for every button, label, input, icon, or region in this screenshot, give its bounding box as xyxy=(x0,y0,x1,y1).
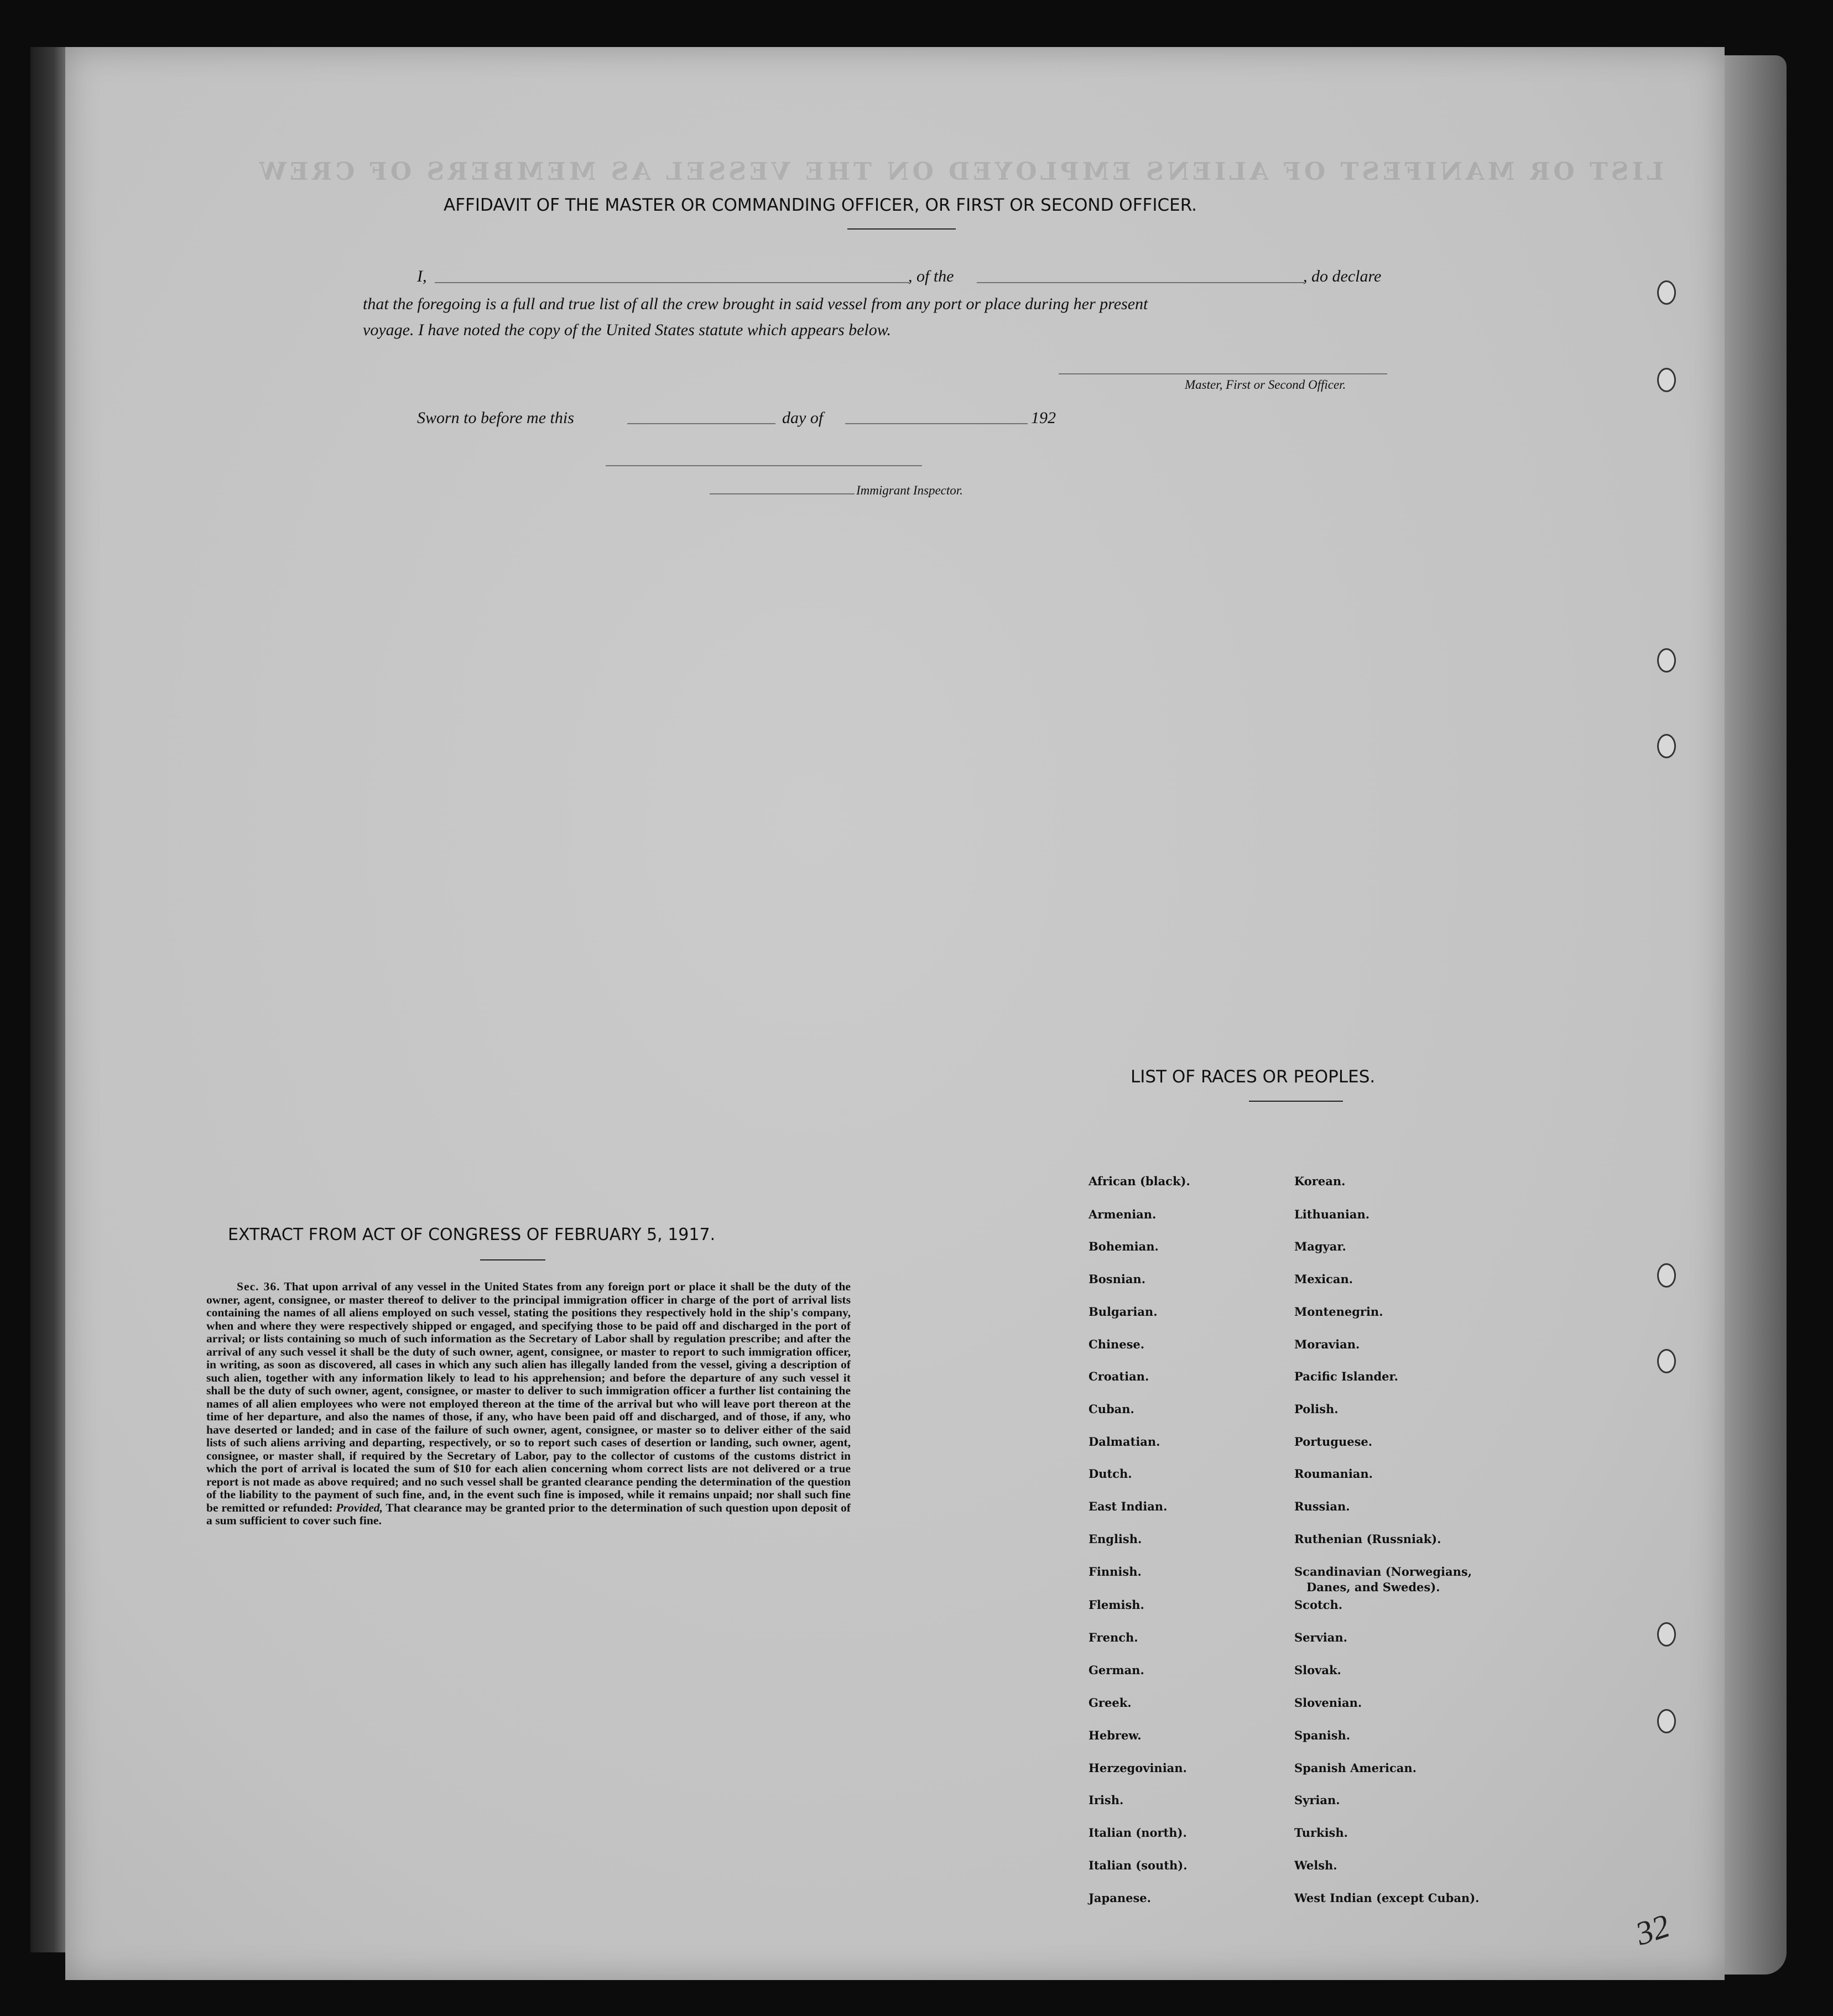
race-item: Mexican. xyxy=(1294,1272,1353,1286)
race-item: Slovak. xyxy=(1294,1663,1341,1677)
race-item: Korean. xyxy=(1294,1174,1346,1188)
inspector-signature-line xyxy=(606,465,922,466)
proviso-label: Provided, xyxy=(336,1501,383,1514)
affidavit-line-3: voyage. I have noted the copy of the United States statute which appears below. xyxy=(363,321,892,339)
race-item: Syrian. xyxy=(1294,1793,1340,1807)
signature-caption: Master, First or Second Officer. xyxy=(1185,378,1346,392)
race-item: Hebrew. xyxy=(1089,1728,1142,1742)
race-item: Slovenian. xyxy=(1294,1696,1362,1710)
race-item: Welsh. xyxy=(1294,1858,1337,1872)
inspector-short-line xyxy=(710,493,855,494)
section-label: Sec. 36. xyxy=(237,1280,280,1293)
race-item: East Indian. xyxy=(1089,1499,1168,1513)
race-item: Ruthenian (Russniak). xyxy=(1294,1532,1441,1546)
race-item: Magyar. xyxy=(1294,1239,1346,1253)
race-item: Italian (north). xyxy=(1089,1826,1187,1840)
binder-hole xyxy=(1657,368,1676,392)
sworn-month-blank xyxy=(845,423,1028,424)
race-item: Turkish. xyxy=(1294,1826,1348,1840)
sworn-day-of: day of xyxy=(782,409,824,427)
race-item: Dalmatian. xyxy=(1089,1435,1160,1449)
bleed-through-title: LIST OR MANIFEST OF ALIENS EMPLOYED ON THE VESSEL AS MEMBERS OF CREW xyxy=(256,158,1664,186)
binder-hole xyxy=(1657,1709,1676,1733)
race-item: Spanish American. xyxy=(1294,1761,1417,1775)
master-name-blank xyxy=(435,282,909,283)
race-item: German. xyxy=(1089,1663,1144,1677)
binder-hole xyxy=(1657,1263,1676,1288)
affidavit-title: AFFIDAVIT OF THE MASTER OR COMMANDING OFFICER, OR FIRST OR SECOND OFFICER. xyxy=(444,195,1197,215)
extract-text-part-2: That clearance may be granted prior to the determination of such question upon deposit of a sum sufficient to cover such fine. xyxy=(206,1501,851,1527)
vessel-name-blank xyxy=(977,282,1304,283)
race-item: Armenian. xyxy=(1089,1207,1157,1221)
inspector-caption: Immigrant Inspector. xyxy=(856,483,963,497)
race-item: Scotch. xyxy=(1294,1598,1343,1612)
race-item: Japanese. xyxy=(1089,1891,1151,1905)
races-title-rule xyxy=(1249,1101,1343,1102)
race-item: Scandinavian (Norwegians, xyxy=(1294,1565,1472,1579)
race-item: Bohemian. xyxy=(1089,1239,1159,1253)
binder-hole xyxy=(1657,734,1676,758)
race-item: Bosnian. xyxy=(1089,1272,1146,1286)
race-item: Finnish. xyxy=(1089,1565,1142,1579)
race-item: Polish. xyxy=(1294,1402,1339,1416)
race-item: Russian. xyxy=(1294,1499,1350,1513)
race-item: Roumanian. xyxy=(1294,1467,1373,1481)
binder-hole xyxy=(1657,280,1676,305)
race-item: English. xyxy=(1089,1532,1142,1546)
signature-line xyxy=(1059,373,1387,374)
affidavit-declare: , do declare xyxy=(1303,267,1382,285)
affidavit-i: I, xyxy=(417,267,427,285)
extract-title-rule xyxy=(480,1259,545,1260)
race-item: Cuban. xyxy=(1089,1402,1134,1416)
affidavit-of-the: , of the xyxy=(908,267,954,285)
film-edge-left xyxy=(30,47,69,1952)
race-item: Herzegovinian. xyxy=(1089,1761,1187,1775)
races-title: LIST OF RACES OR PEOPLES. xyxy=(1131,1067,1376,1087)
race-item: Bulgarian. xyxy=(1089,1305,1158,1319)
sworn-day-blank xyxy=(627,423,775,424)
race-item: Servian. xyxy=(1294,1630,1347,1644)
race-item: Spanish. xyxy=(1294,1728,1351,1742)
race-item: African (black). xyxy=(1089,1174,1190,1188)
race-item: Irish. xyxy=(1089,1793,1124,1807)
race-item: Portuguese. xyxy=(1294,1435,1373,1449)
race-item: Lithuanian. xyxy=(1294,1207,1370,1221)
race-item: French. xyxy=(1089,1630,1138,1644)
race-item: Danes, and Swedes). xyxy=(1306,1580,1440,1594)
affidavit-title-rule xyxy=(847,228,956,230)
affidavit-line-2: that the foregoing is a full and true list of all the crew brought in said vessel from any port or place during her present xyxy=(363,295,1148,313)
race-item: Moravian. xyxy=(1294,1337,1360,1351)
extract-body xyxy=(206,1280,851,1528)
race-item: Croatian. xyxy=(1089,1369,1149,1383)
race-item: West Indian (except Cuban). xyxy=(1294,1891,1480,1905)
race-item: Dutch. xyxy=(1089,1467,1132,1481)
extract-title: EXTRACT FROM ACT OF CONGRESS OF FEBRUARY 5, 1917. xyxy=(228,1225,716,1244)
binder-hole xyxy=(1657,648,1676,673)
race-item: Chinese. xyxy=(1089,1337,1145,1351)
race-item: Montenegrin. xyxy=(1294,1305,1383,1319)
sworn-text: Sworn to before me this xyxy=(417,409,574,427)
sworn-year: 192 xyxy=(1031,409,1056,427)
margin-mark: 32 xyxy=(1631,1907,1674,1952)
binder-hole xyxy=(1657,1349,1676,1373)
document-page xyxy=(65,47,1725,1980)
race-item: Greek. xyxy=(1089,1696,1132,1710)
race-item: Pacific Islander. xyxy=(1294,1369,1398,1383)
binder-hole xyxy=(1657,1622,1676,1647)
extract-text-part-1: That upon arrival of any vessel in the United States from any foreign port or place it shall be the duty of the owner, agent, consignee, or master thereof to deliver to the principal immigration officer in charge of the port of arrival lists containing the names of all aliens employed on such vessel, stating the positions they respectively hold in the ship's company, when and where they were respectively shipped or engaged, and specifying those to be paid off and discharged in the port of arrival; or lists containing so much of such information as the Secretary of Labor shall by regulation prescribe; and after the arrival of any such vessel it shall be the duty of such owner, agent, consignee, or master to report to such immigration officer, in writing, as soon as discovered, all cases in which any such alien has illegally landed from the vessel, giving a description of such alien, together with any information likely to lead to his apprehension; and before the departure of any such vessel it shall be the duty of such owner, agent, consignee, or master to deliver to such immigration officer a further list containing the names of all alien employees who were not employed thereon at the time of the arrival but who will leave port thereon at the time of her departure, and also the names of those, if any, who have been paid off and discharged, and of those, if any, who have deserted or landed; and in case of the failure of such owner, agent, consignee, or master so to deliver either of the said lists of such aliens arriving and departing, respectively, or so to report such cases of desertion or landing, such owner, agent, consignee, or master shall, if required by the Secretary of Labor, pay to the collector of customs of the customs district in which the port of arrival is located the sum of $10 for each alien concerning whom correct lists are not delivered or a true report is not made as above required; and no such vessel shall be granted clearance pending the determination of the question of the liability to the payment of such fine, and, in the event such fine is imposed, while it remains unpaid; nor shall such fine be remitted or refunded: xyxy=(206,1280,851,1514)
race-item: Italian (south). xyxy=(1089,1858,1188,1872)
race-item: Flemish. xyxy=(1089,1598,1144,1612)
